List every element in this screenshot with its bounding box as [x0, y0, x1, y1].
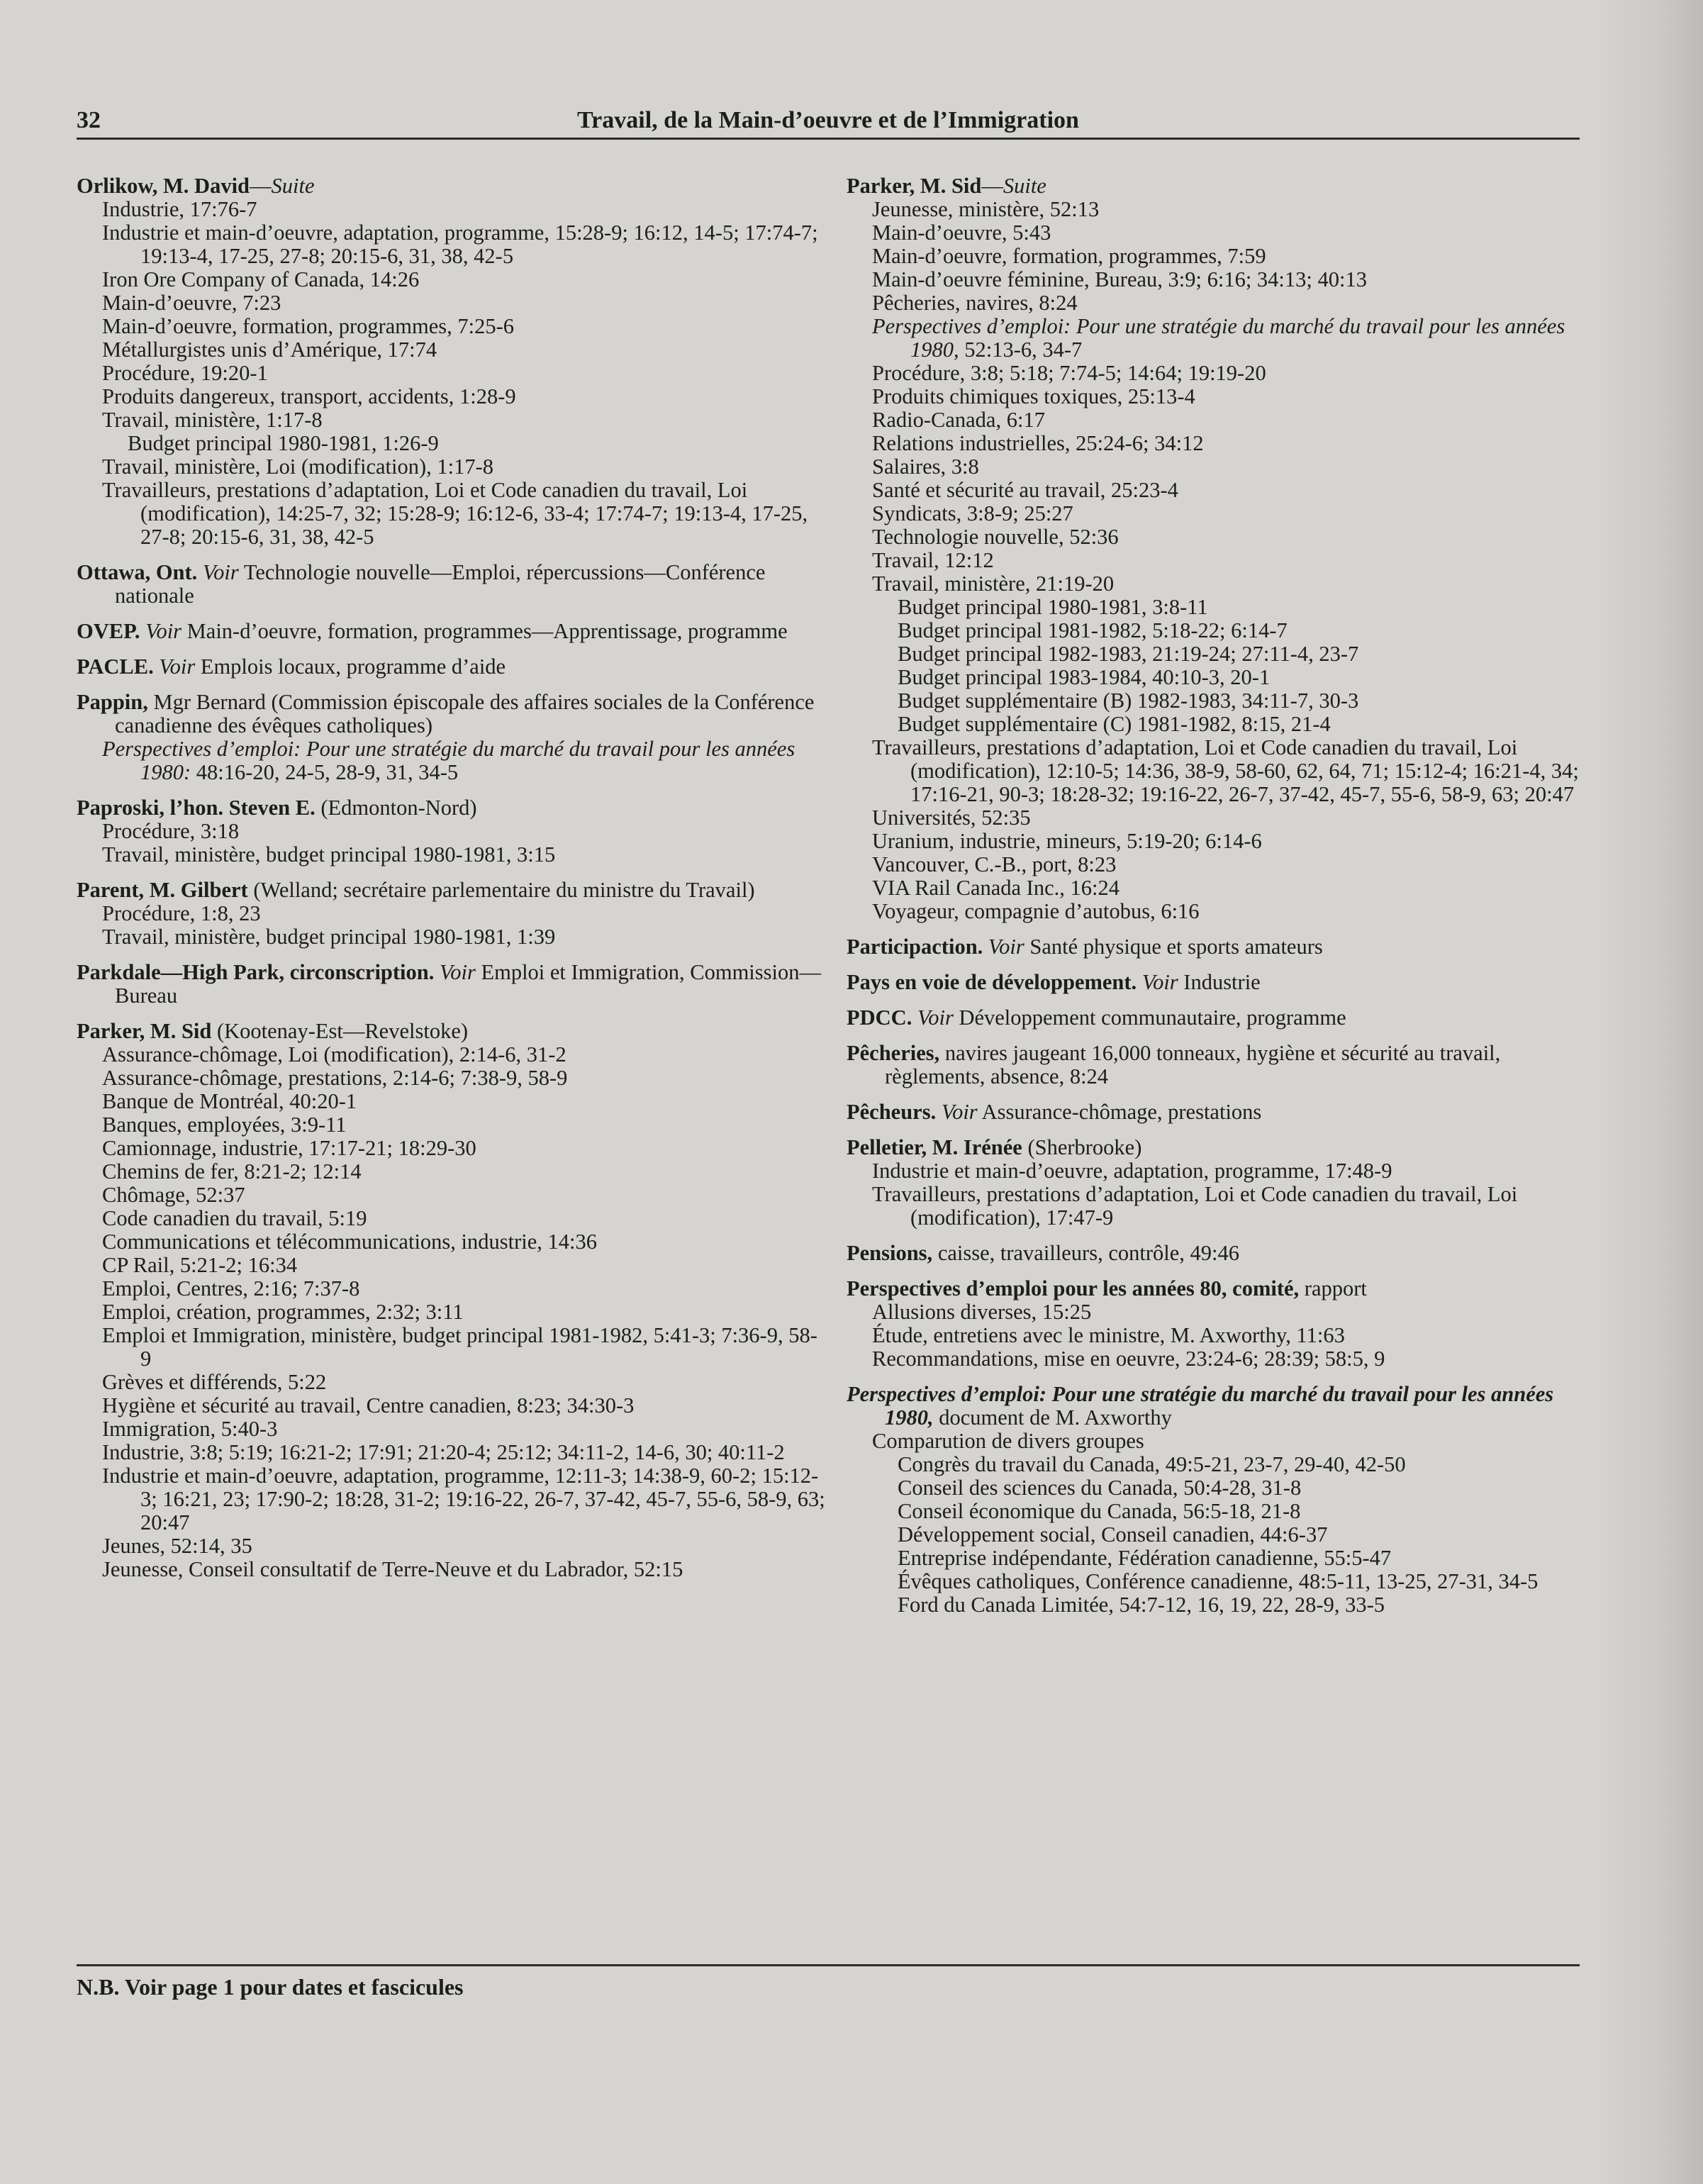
index-subentry: [77, 198, 828, 221]
index-text: (Kootenay-Est—Revelstoke): [211, 1019, 469, 1043]
index-text: Travail, ministère, budget principal 1980-1981, 3:15: [102, 842, 556, 867]
index-entry: [847, 1042, 1584, 1088]
index-entry-heading: [847, 1006, 1584, 1030]
index-text: Congrès du travail du Canada, 49:5-21, 23-7, 29-40, 42-50: [898, 1452, 1406, 1476]
index-text: Assurance-chômage, prestations: [977, 1100, 1262, 1124]
index-entry-heading: [847, 1101, 1584, 1124]
index-text: Conseil des sciences du Canada, 50:4-28, 31-8: [898, 1476, 1302, 1500]
index-text: Pelletier, M. Irénée: [847, 1135, 1022, 1159]
index-entry-heading: [847, 1042, 1584, 1088]
index-text: —: [981, 174, 1003, 198]
index-entry: [77, 691, 828, 784]
index-text: Industrie et main-d’oeuvre, adaptation, programme, 15:28-9; 16:12, 14-5; 17:74-7; 19:13-4, 17-25, 27-8; 20:15-6, 31, 38, 42-5: [102, 221, 818, 268]
index-subentry: [847, 1300, 1584, 1324]
page-header: [77, 105, 1580, 140]
index-subentry: [77, 820, 828, 843]
index-subentry: [847, 806, 1584, 830]
index-subentry: [847, 502, 1584, 525]
index-entry: [77, 620, 828, 643]
index-text: Mgr Bernard (Commission épiscopale des affaires sociales de la Conférence canadienne des évêques catholiques): [115, 690, 815, 737]
index-column-right: [847, 174, 1584, 1629]
index-text: Communications et télécommunications, industrie, 14:36: [102, 1230, 598, 1254]
index-text: rapport: [1299, 1276, 1367, 1300]
index-text: Budget principal 1980-1981, 1:26-9: [128, 431, 439, 455]
index-text: Voir: [917, 1005, 954, 1030]
index-text: Voir: [988, 935, 1024, 959]
index-subentry: [847, 713, 1584, 736]
index-text: Voyageur, compagnie d’autobus, 6:16: [872, 899, 1200, 923]
index-subentry: [77, 291, 828, 315]
index-subentry: [847, 198, 1584, 221]
index-text: Procédure, 3:18: [102, 819, 240, 843]
index-text: Uranium, industrie, mineurs, 5:19-20; 6:14-6: [872, 829, 1262, 853]
index-subentry: [77, 432, 828, 455]
index-subentry: [77, 1534, 828, 1558]
index-text: Produits dangereux, transport, accidents, 1:28-9: [102, 384, 516, 408]
index-text: Budget principal 1982-1983, 21:19-24; 27:11-4, 23-7: [898, 642, 1359, 666]
index-text: Santé physique et sports amateurs: [1024, 935, 1323, 959]
index-text: Perspectives d’emploi: Pour une stratégie du marché du travail pour les années 1980,: [872, 314, 1565, 362]
index-subentry: [847, 221, 1584, 245]
index-text: Technologie nouvelle, 52:36: [872, 525, 1119, 549]
index-subentry: [847, 385, 1584, 408]
index-text: Parker, M. Sid: [77, 1019, 212, 1043]
index-subentry: [77, 1066, 828, 1090]
index-text: Emploi et Immigration, ministère, budget principal 1981-1982, 5:41-3; 7:36-9, 58-9: [102, 1323, 817, 1371]
index-text: Pays en voie de développement.: [847, 970, 1137, 994]
index-text: PACLE.: [77, 654, 154, 679]
index-subentry: [847, 1347, 1584, 1371]
index-subentry: [847, 900, 1584, 923]
index-entry-heading: [77, 620, 828, 643]
index-text: Allusions diverses, 15:25: [872, 1300, 1092, 1324]
index-text: Chômage, 52:37: [102, 1183, 245, 1207]
index-subentry: [77, 268, 828, 291]
index-text: Pensions,: [847, 1241, 933, 1265]
index-subentry: [847, 1500, 1584, 1523]
index-subentry: [77, 408, 828, 432]
index-text: Procédure, 3:8; 5:18; 7:74-5; 14:64; 19:19-20: [872, 361, 1266, 385]
index-text: caisse, travailleurs, contrôle, 49:46: [932, 1241, 1239, 1265]
index-text: Perspectives d’emploi: Pour une stratégie du marché du travail pour les années 1980:: [102, 737, 795, 784]
index-subentry: [847, 455, 1584, 479]
index-text: Code canadien du travail, 5:19: [102, 1206, 367, 1230]
index-subentry: [77, 1324, 828, 1371]
index-text: Assurance-chômage, prestations, 2:14-6; 7:38-9, 58-9: [102, 1066, 568, 1090]
index-text: CP Rail, 5:21-2; 16:34: [102, 1253, 298, 1277]
index-text: OVEP.: [77, 619, 140, 643]
index-subentry: [77, 1207, 828, 1230]
index-subentry: [77, 1464, 828, 1534]
index-entry-heading: [847, 971, 1584, 994]
index-text: Industrie, 3:8; 5:19; 16:21-2; 17:91; 21:20-4; 25:12; 34:11-2, 14-6, 30; 40:11-2: [102, 1440, 785, 1464]
index-text: 48:16-20, 24-5, 28-9, 31, 34-5: [191, 760, 459, 784]
index-text: Orlikow, M. David: [77, 174, 250, 198]
index-text: Pêcheries, navires, 8:24: [872, 291, 1078, 315]
index-text: Budget supplémentaire (B) 1982-1983, 34:11-7, 30-3: [898, 689, 1359, 713]
index-entry: [847, 1277, 1584, 1371]
index-text: Pêcheries,: [847, 1041, 940, 1065]
index-entry: [847, 1383, 1584, 1617]
index-subentry: [847, 245, 1584, 268]
index-text: [912, 1005, 917, 1030]
index-text: Pappin,: [77, 690, 148, 714]
index-subentry: [77, 315, 828, 338]
index-text: Emploi et Immigration, Commission—Bureau: [115, 960, 821, 1008]
index-entry-heading: [77, 174, 828, 198]
index-subentry: [847, 432, 1584, 455]
index-text: Voir: [941, 1100, 978, 1124]
index-text: Emploi, création, programmes, 2:32; 3:11: [102, 1300, 464, 1324]
index-text: (Sherbrooke): [1022, 1135, 1142, 1159]
index-subentry: [847, 1476, 1584, 1500]
index-subentry: [847, 408, 1584, 432]
index-entry-heading: [847, 1242, 1584, 1265]
index-subentry: [847, 853, 1584, 876]
index-text: 52:13-6, 34-7: [959, 338, 1083, 362]
index-text: Technologie nouvelle—Emploi, répercussions—Conférence nationale: [115, 560, 766, 608]
index-text: Grèves et différends, 5:22: [102, 1370, 327, 1394]
index-text: Travail, 12:12: [872, 548, 994, 572]
index-subentry: [77, 925, 828, 949]
index-text: Étude, entretiens avec le ministre, M. Axworthy, 11:63: [872, 1323, 1345, 1347]
index-text: Travail, ministère, 21:19-20: [872, 572, 1115, 596]
index-column-left: [77, 174, 828, 1593]
index-text: VIA Rail Canada Inc., 16:24: [872, 876, 1119, 900]
index-text: Main-d’oeuvre, 5:43: [872, 221, 1051, 245]
index-subentry: [847, 1453, 1584, 1476]
index-text: Comparution de divers groupes: [872, 1429, 1144, 1453]
footer-rule: [77, 1964, 1580, 1966]
index-text: Budget supplémentaire (C) 1981-1982, 8:15, 21-4: [898, 712, 1331, 736]
index-entry: [847, 1242, 1584, 1265]
index-subentry: [847, 549, 1584, 572]
index-subentry: [77, 1043, 828, 1066]
index-subentry: [847, 1570, 1584, 1593]
index-text: document de M. Axworthy: [933, 1405, 1172, 1430]
index-text: (Edmonton-Nord): [315, 796, 477, 820]
index-text: Voir: [159, 654, 196, 679]
index-subentry: [847, 1324, 1584, 1347]
index-text: Produits chimiques toxiques, 25:13-4: [872, 384, 1195, 408]
index-subentry: [847, 596, 1584, 619]
index-entry: [77, 1020, 828, 1581]
index-text: Vancouver, C.-B., port, 8:23: [872, 852, 1117, 876]
index-text: PDCC.: [847, 1005, 912, 1030]
index-text: Travailleurs, prestations d’adaptation, Loi et Code canadien du travail, Loi (modification), 17:47-9: [872, 1182, 1518, 1230]
index-text: Relations industrielles, 25:24-6; 34:12: [872, 431, 1204, 455]
index-subentry: [77, 1394, 828, 1417]
index-subentry: [847, 619, 1584, 642]
index-text: Parkdale—High Park, circonscription.: [77, 960, 435, 984]
index-subentry: [847, 1430, 1584, 1453]
index-text: Suite: [1003, 174, 1046, 198]
page-number: 32: [77, 107, 101, 133]
index-entry: [847, 935, 1584, 959]
index-text: Budget principal 1983-1984, 40:10-3, 20-1: [898, 665, 1271, 689]
index-entry-heading: [847, 174, 1584, 198]
index-text: Pêcheurs.: [847, 1100, 937, 1124]
index-text: Paproski, l’hon. Steven E.: [77, 796, 316, 820]
index-entry: [77, 879, 828, 949]
index-text: Jeunes, 52:14, 35: [102, 1534, 252, 1558]
index-entry-heading: [77, 796, 828, 820]
index-text: navires jaugeant 16,000 tonneaux, hygiène et sécurité au travail, règlements, absence, 8:24: [885, 1041, 1501, 1088]
index-subentry: [77, 1441, 828, 1464]
index-subentry: [77, 385, 828, 408]
index-subentry: [77, 1371, 828, 1394]
index-entry: [77, 174, 828, 549]
index-text: Travail, ministère, budget principal 1980-1981, 1:39: [102, 925, 556, 949]
index-text: [936, 1100, 942, 1124]
index-text: Voir: [145, 619, 182, 643]
index-subentry: [77, 1300, 828, 1324]
index-subentry: [847, 1593, 1584, 1617]
index-subentry: [847, 642, 1584, 666]
index-subentry: [77, 1558, 828, 1581]
index-text: Main-d’oeuvre, formation, programmes—Apprentissage, programme: [182, 619, 788, 643]
index-text: Banques, employées, 3:9-11: [102, 1113, 347, 1137]
index-text: Conseil économique du Canada, 56:5-18, 21-8: [898, 1499, 1301, 1523]
index-text: —: [250, 174, 272, 198]
index-text: Procédure, 1:8, 23: [102, 901, 261, 925]
index-entry-heading: [77, 691, 828, 737]
index-entry-heading: [847, 1136, 1584, 1159]
index-subentry: [77, 1277, 828, 1300]
index-text: Recommandations, mise en oeuvre, 23:24-6; 28:39; 58:5, 9: [872, 1347, 1385, 1371]
index-text: Universités, 52:35: [872, 806, 1031, 830]
index-subentry: [77, 843, 828, 867]
index-text: Emploi, Centres, 2:16; 7:37-8: [102, 1276, 360, 1300]
index-text: Main-d’oeuvre féminine, Bureau, 3:9; 6:16; 34:13; 40:13: [872, 267, 1367, 291]
index-subentry: [847, 830, 1584, 853]
index-text: Budget principal 1980-1981, 3:8-11: [898, 595, 1208, 619]
index-text: Évêques catholiques, Conférence canadienne, 48:5-11, 13-25, 27-31, 34-5: [898, 1569, 1539, 1593]
index-text: [983, 935, 988, 959]
index-entry: [847, 1101, 1584, 1124]
index-text: Développement social, Conseil canadien, 44:6-37: [898, 1522, 1328, 1547]
index-entry: [77, 655, 828, 679]
index-text: [197, 560, 203, 584]
index-subentry: [77, 362, 828, 385]
index-entry-heading: [77, 961, 828, 1008]
index-text: Camionnage, industrie, 17:17-21; 18:29-30: [102, 1136, 476, 1160]
index-text: Assurance-chômage, Loi (modification), 2:14-6, 31-2: [102, 1042, 566, 1066]
index-entry-heading: [847, 1277, 1584, 1300]
index-text: Hygiène et sécurité au travail, Centre canadien, 8:23; 34:30-3: [102, 1393, 635, 1417]
index-entry-heading: [77, 1020, 828, 1043]
index-subentry: [847, 1183, 1584, 1230]
index-text: Syndicats, 3:8-9; 25:27: [872, 501, 1073, 525]
index-subentry: [77, 455, 828, 479]
index-text: Travail, ministère, 1:17-8: [102, 408, 323, 432]
index-entry: [77, 796, 828, 867]
index-subentry: [847, 736, 1584, 806]
index-subentry: [847, 1547, 1584, 1570]
index-subentry: [77, 1183, 828, 1207]
index-text: Perspectives d’emploi: Pour une stratégie du marché du travail pour les années 1980,: [847, 1382, 1554, 1430]
index-text: Travail, ministère, Loi (modification), 1:17-8: [102, 455, 494, 479]
index-subentry: [847, 315, 1584, 362]
index-subentry: [847, 1159, 1584, 1183]
index-text: Travailleurs, prestations d’adaptation, Loi et Code canadien du travail, Loi (modification), 14:25-7, 32; 15:28-9; 16:12-6, 33-4; 17:74-7; 19:13-4, 17-25, 27-8; 20:15-6, 31, 38, 42-5: [102, 478, 808, 549]
index-text: Industrie, 17:76-7: [102, 197, 257, 221]
index-text: Jeunesse, Conseil consultatif de Terre-Neuve et du Labrador, 52:15: [102, 1557, 683, 1581]
index-text: Immigration, 5:40-3: [102, 1417, 278, 1441]
index-text: (Welland; secrétaire parlementaire du ministre du Travail): [247, 878, 755, 902]
index-text: Voir: [1141, 970, 1178, 994]
index-text: Participaction.: [847, 935, 983, 959]
index-entry: [847, 971, 1584, 994]
page-title: Travail, de la Main-d’oeuvre et de l’Immigration: [577, 107, 1079, 133]
index-text: Industrie et main-d’oeuvre, adaptation, programme, 17:48-9: [872, 1159, 1392, 1183]
page-edge-shadow: [1597, 0, 1703, 2184]
index-subentry: [847, 268, 1584, 291]
index-text: Parent, M. Gilbert: [77, 878, 248, 902]
index-subentry: [847, 666, 1584, 689]
index-text: Procédure, 19:20-1: [102, 361, 268, 385]
index-subentry: [77, 1137, 828, 1160]
index-text: Banque de Montréal, 40:20-1: [102, 1089, 357, 1113]
index-text: Main-d’oeuvre, formation, programmes, 7:59: [872, 244, 1266, 268]
index-text: Ford du Canada Limitée, 54:7-12, 16, 19, 22, 28-9, 33-5: [898, 1593, 1385, 1617]
index-text: Métallurgistes unis d’Amérique, 17:74: [102, 338, 437, 362]
index-text: [434, 960, 440, 984]
index-entry-heading: [77, 655, 828, 679]
index-text: Chemins de fer, 8:21-2; 12:14: [102, 1159, 362, 1183]
index-entry-heading: [847, 1383, 1584, 1430]
index-text: Suite: [271, 174, 315, 198]
index-subentry: [77, 479, 828, 549]
index-subentry: [847, 689, 1584, 713]
index-text: Budget principal 1981-1982, 5:18-22; 6:14-7: [898, 618, 1288, 642]
index-subentry: [77, 902, 828, 925]
index-subentry: [77, 221, 828, 268]
index-entry: [847, 1006, 1584, 1030]
index-text: Perspectives d’emploi pour les années 80, comité,: [847, 1276, 1300, 1300]
index-subentry: [847, 1523, 1584, 1547]
index-subentry: [77, 737, 828, 784]
index-text: Voir: [440, 960, 476, 984]
index-entry-heading: [77, 879, 828, 902]
index-subentry: [847, 479, 1584, 502]
index-text: Développement communautaire, programme: [953, 1005, 1346, 1030]
index-text: Travailleurs, prestations d’adaptation, Loi et Code canadien du travail, Loi (modification), 12:10-5; 14:36, 38-9, 58-60, 62, 64, 71; 15:12-4; 16:21-4, 34; 17:16-21, 90-3; 18:28-32; 19:16-22, 26-7, 37-42, 45-7, 55-6, 58-9, 63; 20:47: [872, 735, 1579, 806]
index-entry: [77, 561, 828, 608]
index-subentry: [847, 362, 1584, 385]
index-subentry: [77, 1113, 828, 1137]
index-subentry: [77, 1417, 828, 1441]
index-text: Voir: [202, 560, 239, 584]
index-text: Emplois locaux, programme d’aide: [195, 654, 506, 679]
index-subentry: [847, 291, 1584, 315]
index-text: Jeunesse, ministère, 52:13: [872, 197, 1100, 221]
index-subentry: [847, 572, 1584, 596]
index-subentry: [77, 1090, 828, 1113]
index-entry: [847, 174, 1584, 923]
index-subentry: [77, 1160, 828, 1183]
index-entry: [847, 1136, 1584, 1230]
index-text: Main-d’oeuvre, 7:23: [102, 291, 281, 315]
index-text: Entreprise indépendante, Fédération canadienne, 55:5-47: [898, 1546, 1392, 1570]
index-text: Parker, M. Sid: [847, 174, 982, 198]
index-subentry: [77, 1254, 828, 1277]
index-entry-heading: [847, 935, 1584, 959]
index-text: Iron Ore Company of Canada, 14:26: [102, 267, 420, 291]
index-subentry: [77, 1230, 828, 1254]
footer-note: N.B. Voir page 1 pour dates et fascicules: [77, 1974, 464, 2000]
index-subentry: [77, 338, 828, 362]
index-text: Salaires, 3:8: [872, 455, 979, 479]
index-text: [1137, 970, 1142, 994]
index-text: Industrie: [1178, 970, 1261, 994]
index-text: Ottawa, Ont.: [77, 560, 198, 584]
index-subentry: [847, 876, 1584, 900]
index-subentry: [847, 525, 1584, 549]
index-text: Santé et sécurité au travail, 25:23-4: [872, 478, 1178, 502]
index-text: Radio-Canada, 6:17: [872, 408, 1045, 432]
index-entry-heading: [77, 561, 828, 608]
index-text: Industrie et main-d’oeuvre, adaptation, programme, 12:11-3; 14:38-9, 60-2; 15:12-3; 16:21, 23; 17:90-2; 18:28, 31-2; 19:16-22, 26-7, 37-42, 45-7, 55-6, 58-9, 63; 20:47: [102, 1464, 825, 1534]
index-entry: [77, 961, 828, 1008]
index-text: Main-d’oeuvre, formation, programmes, 7:25-6: [102, 314, 515, 338]
